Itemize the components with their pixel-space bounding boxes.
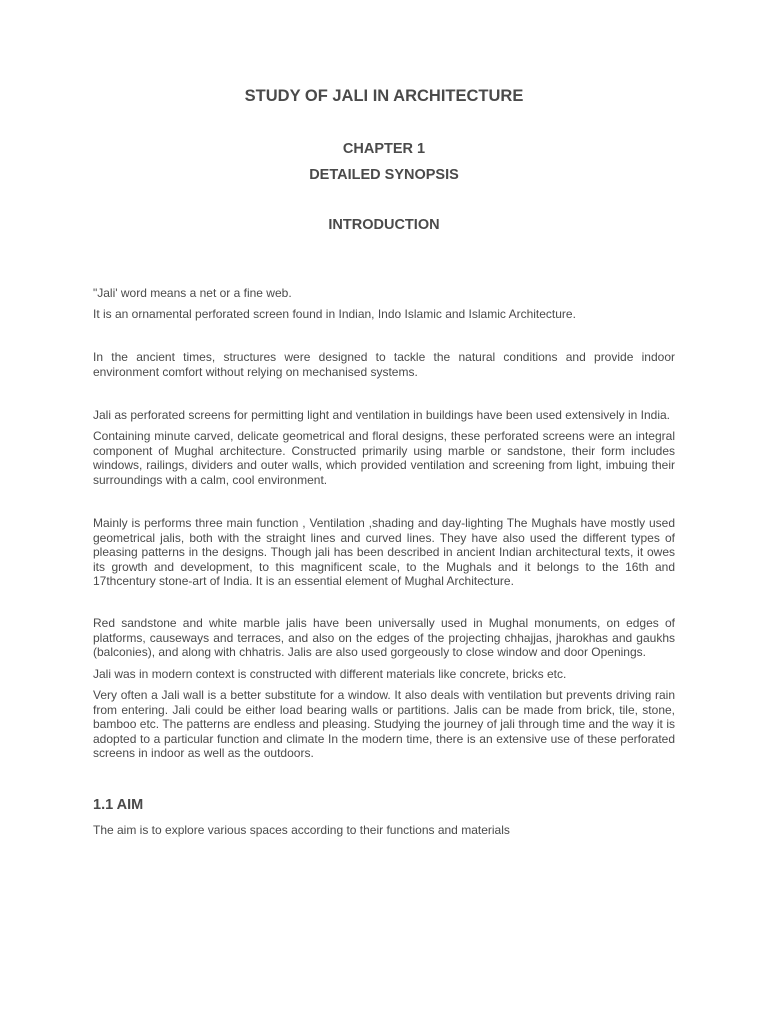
paragraph-ornamental-screen: It is an ornamental perforated screen found in Indian, Indo Islamic and Islamic Architecture. bbox=[93, 307, 576, 321]
document-title: STUDY OF JALI IN ARCHITECTURE bbox=[244, 87, 524, 105]
paragraph-aim: The aim is to explore various spaces according to their functions and materials bbox=[93, 823, 510, 837]
paragraph-modern-context: Jali was in modern context is constructed with different materials like concrete, bricks etc. bbox=[93, 667, 567, 681]
paragraph-ancient-times: In the ancient times, structures were designed to tackle the natural conditions and provide indoor environment comfort without relying on mechanised systems. bbox=[93, 350, 675, 379]
section-heading-aim: 1.1 AIM bbox=[93, 797, 144, 813]
section-heading-introduction: INTRODUCTION bbox=[328, 217, 440, 233]
paragraph-perforated-screens: Jali as perforated screens for permitting light and ventilation in buildings have been used extensively in India. bbox=[93, 408, 671, 422]
paragraph-jali-definition: "Jali' word means a net or a fine web. bbox=[93, 286, 292, 300]
chapter-subtitle: DETAILED SYNOPSIS bbox=[309, 167, 459, 183]
paragraph-mughal-component: Containing minute carved, delicate geometrical and floral designs, these perforated screens were an integral component of Mughal architecture. Constructed primarily using marble or sandstone, their form includes windows, railings, dividers and outer walls, which provided ventilation and screening from light, imbuing their surroundings with a calm, cool environment. bbox=[93, 429, 675, 487]
paragraph-sandstone-marble: Red sandstone and white marble jalis have been universally used in Mughal monuments, on edges of platforms, causeways and terraces, and also on the edges of the projecting chhajjas, jharokhas and gaukhs (balconies), and along with chhatris. Jalis are also used gorgeously to close window and door Openings. bbox=[93, 616, 675, 660]
chapter-label: CHAPTER 1 bbox=[342, 141, 426, 157]
paragraph-main-function: Mainly is performs three main function , Ventilation ,shading and day-lighting The Mughals have mostly used geometrical jalis, both with the straight lines and curved lines. They have also used the different types of pleasing patterns in the designs. Though jali has been described in ancient Indian architectural texts, it owes its growth and development, to this magnificent scale, to the Mughals and it belongs to the 16th and 17thcentury stone-art of India. It is an essential element of Mughal Architecture. bbox=[93, 516, 675, 589]
paragraph-jali-wall: Very often a Jali wall is a better substitute for a window. It also deals with ventilation but prevents driving rain from entering. Jali could be either load bearing walls or partitions. Jalis can be made from brick, tile, stone, bamboo etc. The patterns are endless and pleasing. Studying the journey of jali through time and the way it is adopted to a particular function and climate In the modern time, there is an extensive use of these perforated screens in indoor as well as the outdoors. bbox=[93, 688, 675, 761]
